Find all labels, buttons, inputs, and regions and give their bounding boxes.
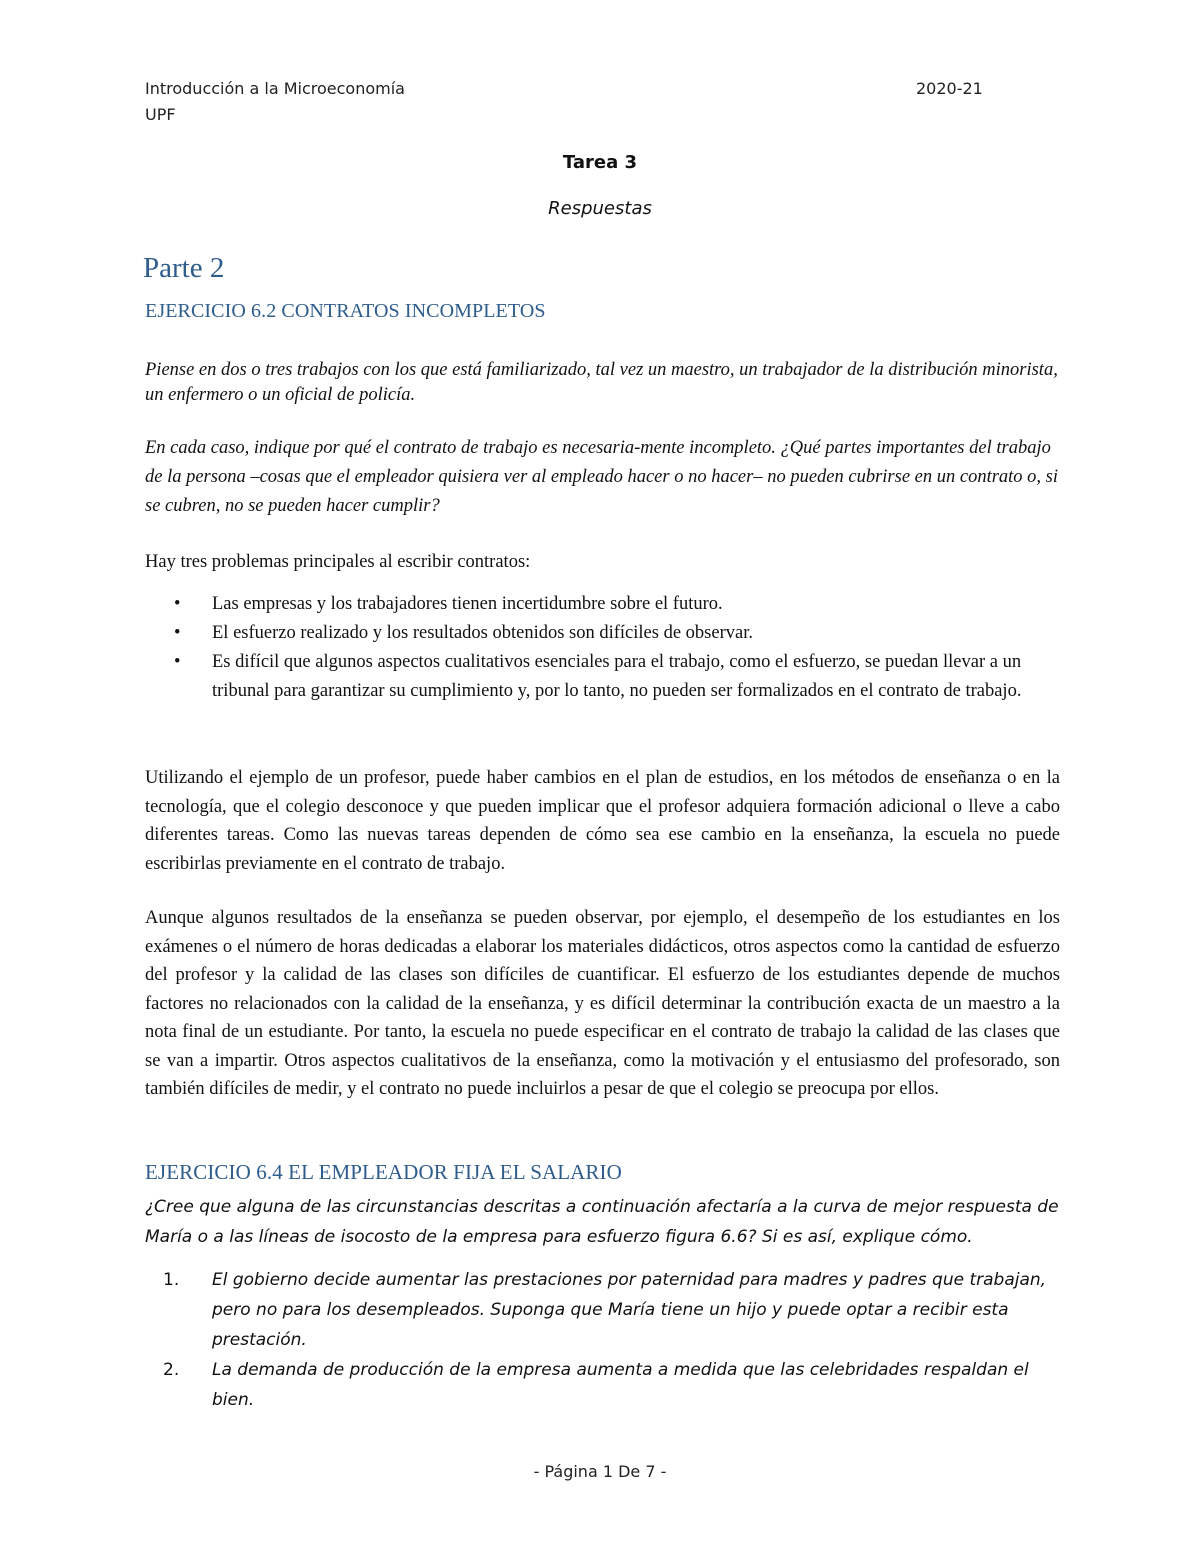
bullet-icon: • xyxy=(174,594,181,614)
document-subtitle: Respuestas xyxy=(548,198,652,219)
bullet-icon: • xyxy=(174,652,181,672)
exercise-6-2-answer-2: Aunque algunos resultados de la enseñanza se pueden observar, por ejemplo, el desempeño de los estudiantes en los exámenes o el número de horas dedicadas a elaborar los materiales didácticos, otros aspectos como la cantidad de esfuerzo del profesor y la calidad de las clases son difíciles de cuantificar. El esfuerzo de los estudiantes depende de muchos factores no relacionados con la calidad de la enseñanza, y es difícil determinar la contribución exacta de un maestro a la nota final de un estudiante. Por tanto, la escuela no puede especificar en el contrato de trabajo la calidad de las clases que se van a impartir. Otros aspectos cualitativos de la enseñanza, como la motivación y el entusiasmo del profesorado, son también difíciles de medir, y el contrato no puede incluirlos a pesar de que el colegio se preocupa por ellos. xyxy=(145,908,1060,1099)
list-item: 1. El gobierno decide aumentar las prestaciones por paternidad para madres y padres que trabajan, pero no para los desempleados. Suponga que María tiene un hijo y puede optar a recibir esta prestación. xyxy=(145,1265,1060,1355)
exercise-6-2-heading: EJERCICIO 6.2 CONTRATOS INCOMPLETOS xyxy=(145,300,546,322)
item-number: 2. xyxy=(163,1360,180,1380)
item-number: 1. xyxy=(163,1270,180,1290)
exercise-6-2-question-1: Piense en dos o tres trabajos con los que está familiarizado, tal vez un maestro, un trabajador de la distribución minorista, un enfermero o un oficial de policía. xyxy=(145,360,1058,405)
exercise-6-2-intro: Hay tres problemas principales al escribir contratos: xyxy=(145,552,531,572)
document-title: Tarea 3 xyxy=(562,152,638,173)
list-item: • Es difícil que algunos aspectos cualitativos esenciales para el trabajo, como el esfuerzo, se puedan llevar a un tribunal para garantizar su cumplimiento y, por lo tanto, no pueden ser formalizados en el contrato de trabajo. xyxy=(145,648,1060,706)
academic-year: 2020-21 xyxy=(916,79,983,98)
list-item: • El esfuerzo realizado y los resultados obtenidos son difíciles de observar. xyxy=(145,619,1060,648)
part-heading: Parte 2 xyxy=(143,252,225,284)
university-name: UPF xyxy=(145,105,176,124)
exercise-6-4-question: ¿Cree que alguna de las circunstancias descritas a continuación afectaría a la curva de mejor respuesta de María o a las líneas de isocosto de la empresa para esfuerzo figura 6.6? Si es así, explique cómo. xyxy=(145,1197,1059,1247)
exercise-6-2-question-2: En cada caso, indique por qué el contrato de trabajo es necesaria-mente incompleto. ¿Qué partes importantes del trabajo de la persona –cosas que el empleador quisiera ver al empleado hacer o no hacer– no pueden cubrirse en un contrato o, si se cubren, no se pueden hacer cumplir? xyxy=(145,438,1059,516)
circumstances-list xyxy=(145,1265,1060,1415)
problems-list xyxy=(145,590,1060,706)
course-name: Introducción a la Microeconomía xyxy=(145,79,405,98)
list-item: 2. La demanda de producción de la empresa aumenta a medida que las celebridades respaldan el bien. xyxy=(145,1355,1060,1415)
exercise-6-2-answer-1: Utilizando el ejemplo de un profesor, puede haber cambios en el plan de estudios, en los métodos de enseñanza o en la tecnología, que el colegio desconoce y que pueden implicar que el profesor adquiera formación adicional o lleve a cabo diferentes tareas. Como las nuevas tareas dependen de cómo sea ese cambio en la enseñanza, la escuela no puede escribirlas previamente en el contrato de trabajo. xyxy=(145,768,1060,874)
page-header-left xyxy=(145,76,405,128)
bullet-icon: • xyxy=(174,623,181,643)
list-item: • Las empresas y los trabajadores tienen incertidumbre sobre el futuro. xyxy=(145,590,1060,619)
exercise-6-4-heading: EJERCICIO 6.4 EL EMPLEADOR FIJA EL SALARIO xyxy=(145,1160,622,1184)
page-footer: - Página 1 De 7 - xyxy=(533,1462,667,1481)
